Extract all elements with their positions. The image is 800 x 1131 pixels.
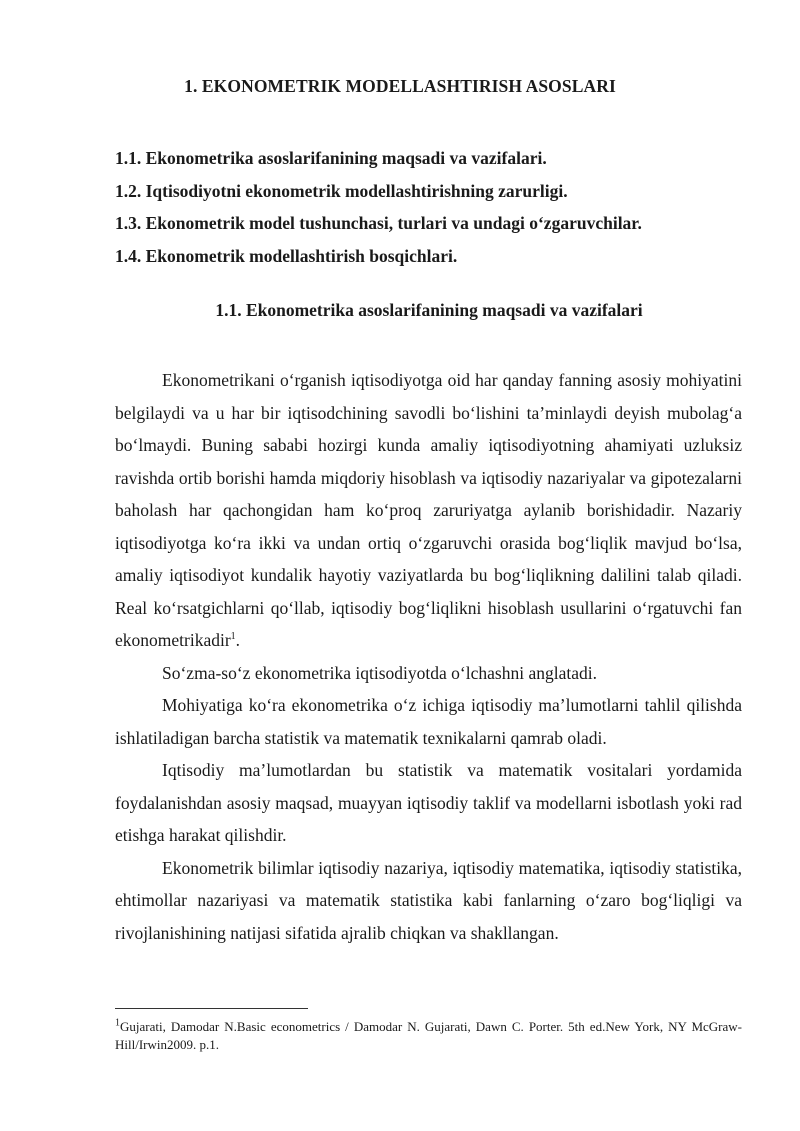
toc-item: 1.4. Ekonometrik modellashtirish bosqichlari. bbox=[115, 245, 458, 266]
footnote-reference[interactable]: 1 bbox=[230, 631, 236, 643]
footnote-divider bbox=[115, 1008, 308, 1009]
footnote-marker: 1 bbox=[115, 1017, 120, 1029]
paragraph: Ekonometrik bilimlar iqtisodiy nazariya, iqtisodiy matematika, iqtisodiy statistika, ehtimollar nazariyasi va matematik statistika kabi fanlarning o‘zaro bog‘liqligi va rivojlanishining natijasi sifatida ajralib chiqkan va shakllangan. bbox=[115, 857, 742, 943]
toc-item: 1.2. Iqtisodiyotni ekonometrik modellashtirishning zarurligi. bbox=[115, 180, 568, 201]
chapter-title: 1. EKONOMETRIK MODELLASHTIRISH ASOSLARI bbox=[184, 76, 616, 96]
paragraph: So‘zma-so‘z ekonometrika iqtisodiyotda o‘lchashni anglatadi. bbox=[162, 662, 597, 683]
footnote-text: Gujarati, Damodar N.Basic econometrics / Damodar N. Gujarati, Dawn C. Porter. 5th ed.New York, NY McGraw-Hill/Irwin2009. p.1. bbox=[115, 1019, 742, 1052]
paragraph bbox=[115, 364, 742, 657]
footnote bbox=[115, 1018, 742, 1054]
toc-item: 1.1. Ekonometrika asoslarifanining maqsadi va vazifalari. bbox=[115, 148, 547, 168]
body-text bbox=[115, 364, 742, 949]
table-of-contents bbox=[115, 142, 755, 272]
section-title: 1.1. Ekonometrika asoslarifanining maqsadi va vazifalari bbox=[215, 300, 643, 320]
paragraph: Mohiyatiga ko‘ra ekonometrika o‘z ichiga iqtisodiy ma’lumotlarni tahlil qilishda ishlatiladigan barcha statistik va matematik texnikalarni qamrab oladi. bbox=[115, 695, 742, 748]
paragraph-text: Ekonometrikani o‘rganish iqtisodiyotga oid har qanday fanning asosiy mohiyatini belgilaydi va u har bir iqtisodchining savodli bo‘lishini ta’minlaydi deyish mubolag‘a bo‘lmaydi. Buning sababi hozirgi kunda amaliy iqtisodiyotning ahamiyati uzluksiz ravishda ortib borishi hamda miqdoriy hisoblash va iqtisodiy nazariyalar va gipotezalarni baholash har qachongidan ham ko‘proq zaruriyatga aylanib borishidadir. Nazariy iqtisodiyotga ko‘ra ikki va undan ortiq o‘zgaruvchi orasida bog‘liqlik mavjud bo‘lsa, amaliy iqtisodiyot kundalik hayotiy vaziyatlarda bu bog‘liqlikning dalilini talab qiladi. Real ko‘rsatgichlarni qo‘llab, iqtisodiy bog‘liqlikni hisoblash usullarini o‘rgatuvchi fan ekonometrikadir bbox=[115, 370, 742, 650]
paragraph-end: . bbox=[235, 630, 241, 650]
toc-item: 1.3. Ekonometrik model tushunchasi, turlari va undagi o‘zgaruvchilar. bbox=[115, 213, 642, 233]
paragraph: Iqtisodiy ma’lumotlardan bu statistik va matematik vositalari yordamida foydalanishdan asosiy maqsad, muayyan iqtisodiy taklif va modellarni isbotlash yoki rad etishga harakat qilishdir. bbox=[115, 760, 742, 845]
